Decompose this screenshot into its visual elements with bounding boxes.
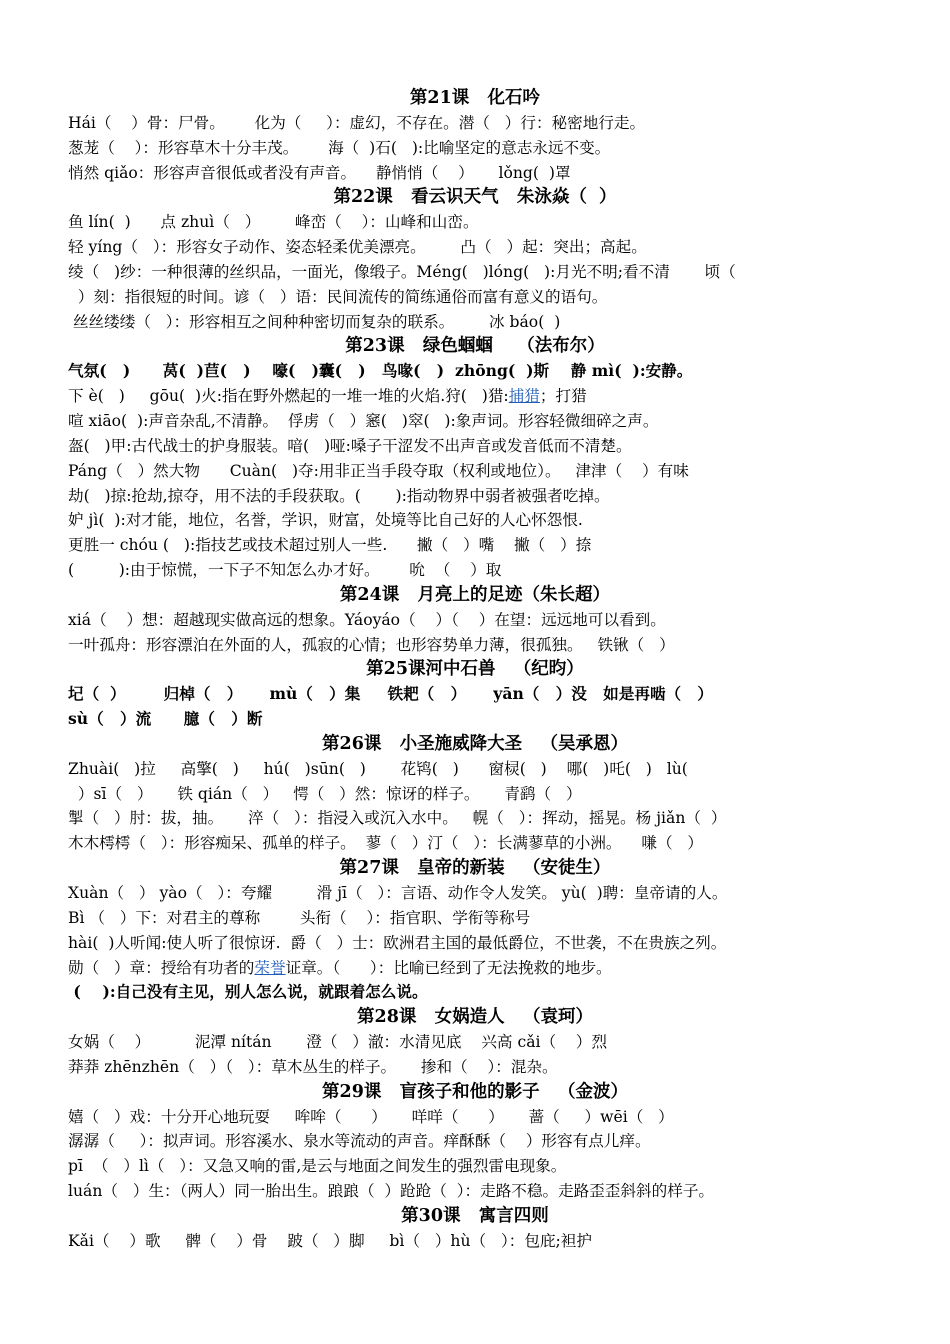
line-text: 盔( )甲:古代战士的护身服装。喑( )哑:嗓子干涩发不出声音或发音低而不清楚。 [68, 436, 632, 455]
lesson-heading [0, 185, 950, 210]
lesson-title [410, 88, 540, 108]
line-text-after-link: ；打猎 [539, 387, 587, 406]
vocab-line [0, 881, 950, 906]
line-text: sù（ ）流 臆（ ）断 [68, 709, 263, 729]
vocab-text [68, 384, 587, 409]
line-text: 第28课 女娲造人 （袁珂） [357, 1007, 593, 1028]
line-text: 葱茏（ ）：形容草木十分丰茂。 海（ )石( ):比喻坚定的意志永远不变。 [68, 138, 611, 157]
vocab-line [0, 260, 950, 285]
lesson-title [322, 734, 628, 754]
lesson-heading [0, 657, 950, 682]
lesson-heading [0, 1204, 950, 1229]
line-text: 掣（ ）肘：拔，抽。 淬（ ）：指浸入或沉入水中。 幌（ ）：挥动，摇晃。杨 jiǎn（ ） [68, 809, 727, 828]
line-text: 圮（ ） 归棹（ ） mù（ ）集 铁耙（ ） yān（ ）没 如是再啮（ ） [68, 684, 714, 704]
vocab-text [68, 757, 688, 782]
lesson-heading [0, 1080, 950, 1105]
line-text: 第21课 化石吟 [409, 88, 541, 108]
vocab-line [0, 1179, 950, 1204]
line-text: 鱼 lín( ) 点 zhuì（ ） 峰峦（ ）：山峰和山峦。 [68, 213, 479, 232]
line-text: ）刻：指很短的时间。谚（ ）语：民间流传的简练通俗而富有意义的语句。 [68, 287, 608, 306]
vocab-text [68, 1105, 674, 1130]
vocab-text [68, 558, 501, 583]
line-text: 第23课 绿色蝈蝈 （法布尔） [345, 336, 605, 357]
line-text: 绫（ )纱：一种很薄的丝织品，一面光，像缎子。Méng( )lóng( ):月光不明;看不清 顷（ [68, 262, 736, 281]
vocab-text [68, 359, 692, 384]
vocab-text [68, 285, 607, 310]
line-text: 悄然 qiǎo：形容声音很低或者没有声音。 静悄悄（ ） lǒng( )罩 [68, 163, 571, 182]
line-text: 一叶孤舟：形容漂泊在外面的人，孤寂的心情；也形容势单力薄，很孤独。 铁锹（ ） [68, 635, 675, 654]
lesson-heading [0, 732, 950, 757]
vocab-line [0, 831, 950, 856]
vocab-text [68, 260, 736, 285]
worksheet-page [0, 86, 950, 1254]
line-text: hài( )人听闻:使人听了很惊讶. 爵（ ）士：欧洲君主国的最低爵位，不世袭，不在贵族之列。 [68, 933, 727, 952]
vocab-line [0, 682, 950, 707]
vocab-line [0, 757, 950, 782]
vocab-text [68, 409, 658, 434]
line-text: Zhuài( )拉 高擎( ) hú( )sūn( ) 花鸨( ) 窗棂( ) 哪( )吒( ) lù( [68, 759, 688, 778]
vocab-line [0, 285, 950, 310]
vocab-text [68, 906, 530, 931]
line-text: 勋（ ）章：授给有功者的 [68, 958, 255, 977]
vocab-line [0, 1055, 950, 1080]
lesson-heading [0, 583, 950, 608]
line-text: 第26课 小圣施威降大圣 （吴承恩） [322, 733, 628, 754]
vocab-line [0, 1129, 950, 1154]
vocab-text [68, 111, 645, 136]
vocab-text [68, 508, 583, 533]
hyperlink[interactable]: 捕猎 [508, 387, 540, 406]
vocab-text [68, 484, 610, 509]
vocab-line [0, 980, 950, 1005]
vocab-text [68, 161, 571, 186]
vocab-text [68, 782, 582, 807]
line-text: luán（ ）生：（两人）同一胎出生。踉踉（ ）跄跄（ ）：走路不稳。走路歪歪斜斜的样子。 [68, 1182, 715, 1201]
vocab-line [0, 359, 950, 384]
lesson-heading [0, 856, 950, 881]
line-text: 气氛( ) 莴( )苣( ) 嚎( )囊( ) 鸟喙( ) zhōng( )斯 静 mì( ):安静。 [68, 361, 693, 381]
line-text: 下 è( ) gōu( )火:指在野外燃起的一堆一堆的火焰.狩( )猎: [68, 387, 509, 406]
vocab-line [0, 136, 950, 161]
line-text: ）sī（ ） 铁 qián（ ） 愕（ ）然：惊讶的样子。 青鹞（ ） [68, 784, 582, 803]
vocab-line [0, 409, 950, 434]
vocab-line [0, 1030, 950, 1055]
vocab-text [68, 1129, 651, 1154]
lesson-title [366, 659, 584, 679]
lesson-heading [0, 1005, 950, 1030]
lesson-heading [0, 334, 950, 359]
vocab-line [0, 508, 950, 533]
vocab-line [0, 533, 950, 558]
vocab-line [0, 484, 950, 509]
vocab-text [68, 881, 727, 906]
vocab-text [68, 980, 428, 1005]
lesson-title [401, 1206, 549, 1226]
vocab-text [68, 1229, 592, 1254]
vocab-line [0, 384, 950, 409]
line-text: 妒 jì( ):对才能，地位，名誉，学识，财富，处境等比自己好的人心怀怨恨. [68, 511, 583, 530]
vocab-text [68, 682, 713, 707]
lesson-title [345, 336, 605, 356]
line-text: 劫( )掠:抢劫,掠夺，用不法的手段获取。( ):指动物界中弱者被强者吃掉。 [68, 486, 610, 505]
vocab-line [0, 161, 950, 186]
vocab-text [68, 210, 479, 235]
vocab-line [0, 310, 950, 335]
lesson-title [322, 1082, 628, 1102]
vocab-text [68, 608, 666, 633]
vocab-line [0, 558, 950, 583]
vocab-text [68, 831, 703, 856]
line-text: 第27课 皇帝的新装 （安徒生） [339, 858, 611, 879]
vocab-line [0, 707, 950, 732]
line-text: 喧 xiāo( ):声音杂乱,不清静。 俘虏（ ）窸( )窣( ):象声词。形容轻微细碎之声。 [68, 411, 659, 430]
line-text: 潺潺（ ）：拟声词。形容溪水、泉水等流动的声音。痒酥酥（ ）形容有点儿痒。 [68, 1132, 651, 1151]
vocab-line [0, 906, 950, 931]
line-text: 第29课 盲孩子和他的影子 （金波） [322, 1081, 628, 1102]
line-text: 嬉（ ）戏：十分开心地玩耍 哞哞（ ） 咩咩（ ） 蔷（ ）wēi（ ） [68, 1107, 674, 1126]
vocab-text [68, 136, 610, 161]
lesson-title [340, 585, 610, 605]
vocab-line [0, 210, 950, 235]
vocab-text [68, 1154, 566, 1179]
vocab-text [68, 533, 591, 558]
vocab-text [68, 633, 675, 658]
vocab-line [0, 434, 950, 459]
line-text: 丝丝缕缕（ ）：形容相互之间种种密切而复杂的联系。 冰 báo( ) [68, 312, 561, 331]
vocab-line [0, 782, 950, 807]
vocab-text [68, 310, 560, 335]
vocab-line [0, 1229, 950, 1254]
lesson-title [333, 187, 616, 207]
lesson-title [357, 1007, 593, 1027]
line-text: 更胜一 chóu ( ):指技艺或技术超过别人一些. 撇（ ）嘴 撇（ ）捺 [68, 536, 592, 555]
line-text: 轻 yíng（ ）：形容女子动作、姿态轻柔优美漂亮。 凸（ ）起：突出；高起。 [68, 238, 647, 257]
line-text: 第25课河中石兽 （纪昀） [366, 659, 584, 680]
vocab-text [68, 235, 647, 260]
vocab-line [0, 1105, 950, 1130]
line-text: ( ):由于惊慌，一下子不知怎么办才好。 吮 （ ）取 [68, 561, 502, 580]
vocab-text [68, 956, 612, 981]
vocab-text [68, 931, 726, 956]
line-text: 女娲（ ） 泥潭 nítán 澄（ ）澈：水清见底 兴高 cǎi（ ）烈 [68, 1033, 608, 1052]
vocab-text [68, 1179, 714, 1204]
line-text: Páng（ ）然大物 Cuàn( )夺:用非正当手段夺取（权利或地位）。 津津（ ）有味 [68, 461, 689, 480]
line-text: Xuàn（ ） yào（ ）：夸耀 滑 jī（ ）：言语、动作令人发笑。 yù( )聘：皇帝请的人。 [68, 884, 728, 902]
vocab-text [68, 459, 689, 484]
hyperlink[interactable]: 荣誉 [254, 958, 286, 977]
line-text: Hái（ ）骨：尸骨。 化为（ ）：虚幻，不存在。潜（ ）行：秘密地行走。 [68, 113, 646, 132]
vocab-text [68, 1030, 607, 1055]
vocab-line [0, 111, 950, 136]
line-text: 第24课 月亮上的足迹（朱长超） [339, 584, 611, 605]
vocab-line [0, 1154, 950, 1179]
line-text: xiá（ ）想：超越现实做高远的想象。Yáoyáo（ ）（ ）在望：远远地可以看到。 [68, 610, 666, 629]
vocab-line [0, 806, 950, 831]
vocab-line [0, 608, 950, 633]
lesson-title [340, 858, 611, 878]
vocab-line [0, 956, 950, 981]
vocab-line [0, 235, 950, 260]
line-text: Kǎi（ ）歌 髀（ ）骨 跛（ ）脚 bì（ ）hù（ ）：包庇;袒护 [68, 1231, 592, 1250]
vocab-line [0, 633, 950, 658]
line-text: Bì （ ）下：对君主的尊称 头衔（ ）：指官职、学衔等称号 [68, 908, 531, 927]
vocab-text [68, 1055, 558, 1080]
line-text: 第30课 寓言四则 [401, 1205, 549, 1226]
vocab-text [68, 806, 726, 831]
vocab-text [68, 707, 262, 732]
line-text: 木木樗樗（ ）：形容痴呆、孤单的样子。 蓼（ ）汀（ ）：长满蓼草的小洲。 嗛（ ） [68, 834, 703, 853]
line-text: 莽莽 zhēnzhēn（ ）（ ）：草木丛生的样子。 掺和（ ）：混杂。 [68, 1057, 558, 1076]
vocab-line [0, 459, 950, 484]
lesson-heading [0, 86, 950, 111]
line-text: 第22课 看云识天气 朱泳焱（ ） [333, 187, 617, 208]
line-text: pī （ ）lì（ ）：又急又响的雷,是云与地面之间发生的强烈雷电现象。 [68, 1157, 567, 1176]
line-text: ( ):自己没有主见，别人怎么说，就跟着怎么说。 [68, 982, 428, 1002]
vocab-line [0, 931, 950, 956]
line-text-after-link: 证章。（ ）：比喻已经到了无法挽救的地步。 [285, 958, 612, 977]
vocab-text [68, 434, 632, 459]
